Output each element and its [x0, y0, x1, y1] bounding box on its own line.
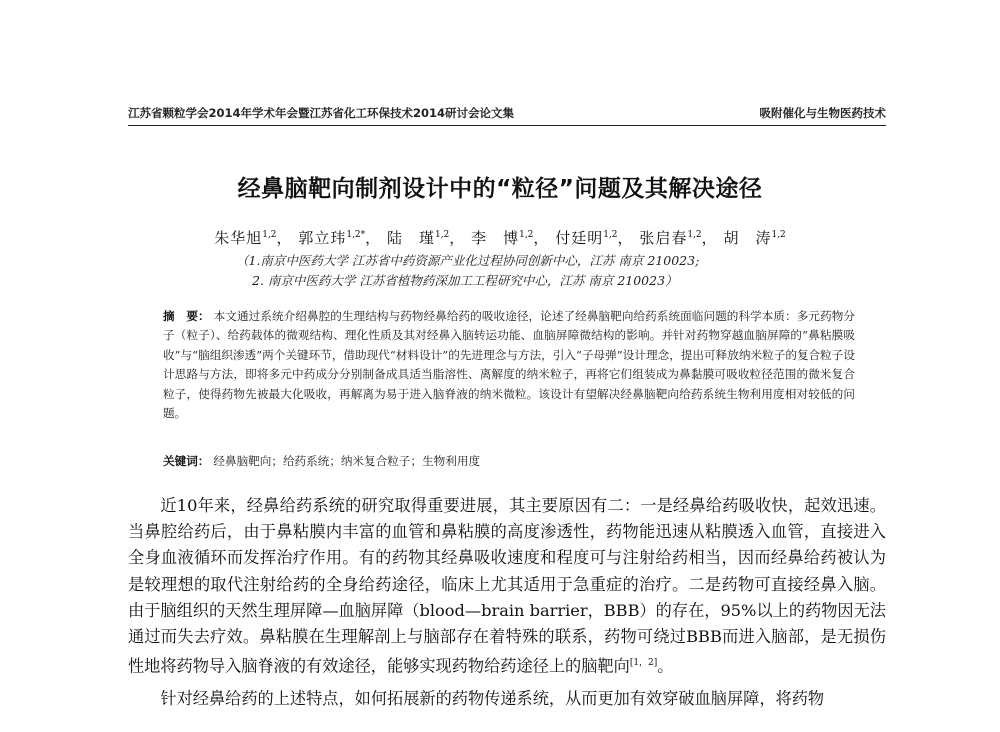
citation-mark: [1，2]	[629, 658, 658, 669]
body-text	[128, 493, 886, 718]
author-affiliation-mark: 1,2	[687, 230, 702, 240]
abstract-label: 摘 要：	[163, 309, 210, 323]
paper-title: 经鼻脑靶向制剂设计中的“粒径”问题及其解决途径	[237, 176, 763, 202]
author-name: 李 博	[471, 229, 520, 247]
abstract-text: 本文通过系统介绍鼻腔的生理结构与药物经鼻给药的吸收途径，论述了经鼻脑靶向给药系统面临问题的科学本质：多元药物分子（粒子）、给药载体的微观结构、理化性质及其对经鼻入脑转运功能、血脑屏障微结构的影响。并针对药物穿越血脑屏障的“鼻粘膜吸收”与“脑组织渗透”两个关键环节，借助现代“材料设计”的先进理念与方法，引入“子母弹”设计理念，提出可释放纳米粒子的复合粒子设计思路与方法，即将多元中药成分分别制备成具适当脂溶性、离解度的纳米粒子，再将它们组装成为鼻黏膜可吸收粒径范围的微米复合粒子，使得药物先被最大化吸收，再解离为易于进入脑脊液的纳米微粒。该设计有望解决经鼻脑靶向给药系统生物利用度相对较低的问题。	[163, 309, 855, 421]
abstract	[163, 307, 855, 423]
author-name: 朱华旭	[214, 229, 263, 247]
author-list: 朱华旭$^{1,2}$， 郭立玮$^{1,2*}$， 陆 瑾$^{1,2}$， 李 博$^{1,2}$， 付廷明$^{1,2}$， 张启春$^{1,2}$， 胡 涛$^{1,2}$	[214, 229, 786, 247]
header-section-title: 吸附催化与生物医药技术	[759, 106, 886, 120]
author-affiliation-mark: 1,2	[262, 230, 277, 240]
paragraph-text: 针对经鼻给药的上述特点，如何拓展新的药物传递系统，从而更加有效穿破血脑屏障，将药物	[160, 688, 825, 708]
author-affiliation-mark: 1,2	[771, 230, 786, 240]
paragraph-end: 。	[657, 656, 674, 676]
author-affiliation-mark: 1,2	[519, 230, 534, 240]
author-affiliation-mark: 1,2	[603, 230, 618, 240]
affiliation-1: （1.南京中医药大学 江苏省中药资源产业化过程协同创新中心，江苏 南京 210023;	[236, 253, 700, 268]
author-name: 陆 瑾	[386, 229, 435, 247]
author-name: 付廷明	[555, 229, 604, 247]
header-proceedings-title: 江苏省颗粒学会2014年学术年会暨江苏省化工环保技术2014研讨会论文集	[128, 106, 515, 120]
keywords	[163, 452, 855, 471]
body-paragraph-2	[128, 686, 886, 712]
author-name: 胡 涛	[723, 229, 772, 247]
author-affiliation-mark: 1,2	[434, 230, 450, 240]
author-affiliation-mark: 1,2*	[346, 230, 366, 240]
keywords-label: 关键词：	[163, 454, 210, 468]
affiliation-2: 2. 南京中医药大学 江苏省植物药深加工工程研究中心，江苏 南京 210023）	[252, 273, 678, 288]
author-name: 郭立玮	[298, 229, 347, 247]
body-paragraph-1	[128, 493, 886, 680]
paragraph-text: 近10年来，经鼻给药系统的研究取得重要进展，其主要原因有二：一是经鼻给药吸收快，起效迅速。当鼻腔给药后，由于鼻粘膜内丰富的血管和鼻粘膜的高度渗透性，药物能迅速从粘膜透入血管，直接进入全身血液循环而发挥治疗作用。有的药物其经鼻吸收速度和程度可与注射给药相当，因而经鼻给药被认为是较理想的取代注射给药的全身给药途径，临床上尤其适用于急重症的治疗。二是药物可直接经鼻入脑。由于脑组织的天然生理屏障—血脑屏障（blood—brain barrier，BBB）的存在，95%以上的药物因无法通过而失去疗效。鼻粘膜在生理解剖上与脑部存在着特殊的联系，药物可绕过BBB而进入脑部，是无损伤性地将药物导入脑脊液的有效途径，能够实现药物给药途径上的脑靶向	[128, 496, 886, 676]
running-header	[128, 103, 886, 126]
keywords-text: 经鼻脑靶向；给药系统；纳米复合粒子；生物利用度	[213, 454, 481, 468]
author-name: 张启春	[639, 229, 688, 247]
